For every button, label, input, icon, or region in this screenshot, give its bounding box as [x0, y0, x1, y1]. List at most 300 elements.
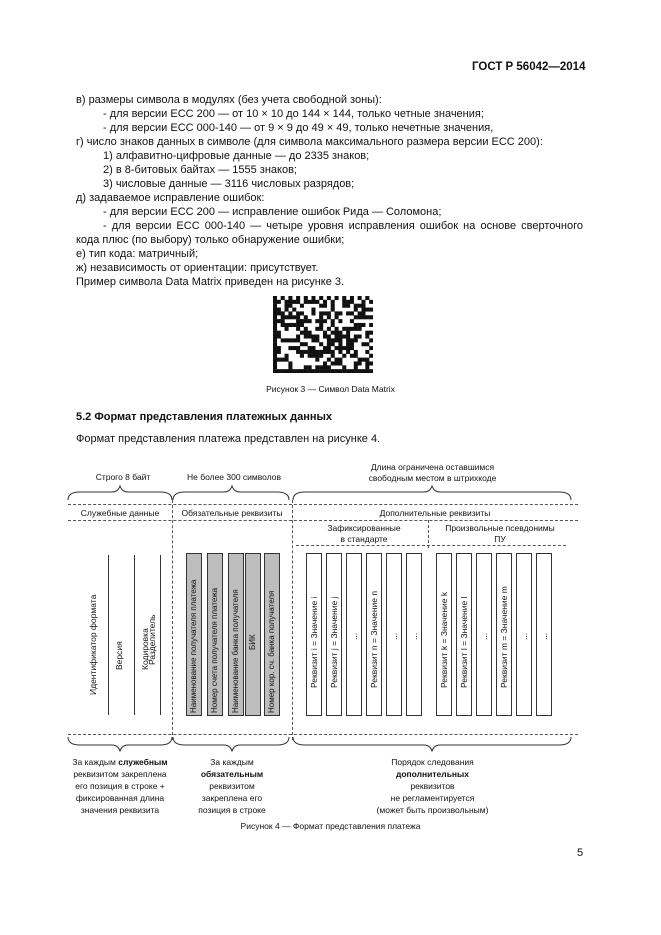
mandatory-field: Наименование получателя платежа — [189, 579, 198, 713]
matrix-module — [304, 300, 308, 304]
standard-field: Реквизит j = Значение j — [329, 596, 339, 688]
matrix-module — [342, 354, 346, 358]
matrix-module — [277, 358, 281, 362]
matrix-module — [365, 365, 369, 369]
matrix-module — [327, 315, 331, 319]
matrix-module — [365, 342, 369, 346]
matrix-module — [335, 338, 339, 342]
matrix-module — [346, 300, 350, 304]
matrix-module — [319, 296, 323, 300]
matrix-module — [338, 319, 342, 323]
matrix-module — [354, 335, 358, 339]
matrix-module — [277, 350, 281, 354]
group-service: Служебные данные — [80, 508, 160, 518]
matrix-module — [319, 323, 323, 327]
matrix-module — [273, 296, 277, 300]
matrix-module — [288, 323, 292, 327]
matrix-module — [327, 346, 331, 350]
custom-field: Реквизит k = Значение k — [439, 591, 449, 688]
matrix-module — [346, 342, 350, 346]
matrix-module — [323, 300, 327, 304]
matrix-module — [354, 304, 358, 308]
matrix-module — [323, 335, 327, 339]
matrix-module — [319, 327, 323, 331]
matrix-module — [296, 346, 300, 350]
matrix-module — [350, 327, 354, 331]
matrix-module — [342, 335, 346, 339]
matrix-module — [350, 346, 354, 350]
matrix-module — [300, 350, 304, 354]
matrix-module — [327, 311, 331, 315]
matrix-module — [304, 369, 308, 373]
divider — [172, 500, 173, 740]
matrix-module — [296, 311, 300, 315]
matrix-module — [288, 296, 292, 300]
matrix-module — [273, 358, 277, 362]
matrix-module — [319, 315, 323, 319]
matrix-module — [300, 369, 304, 373]
matrix-module — [361, 369, 365, 373]
fixed-length-label: Строго 8 байт — [95, 472, 151, 482]
list-item: - для версии ЕСС 200 — исправление ошибок Рида — Соломона; — [103, 206, 442, 218]
figure-4-caption: Рисунок 4 — Формат представления платежа — [240, 821, 421, 831]
matrix-module — [281, 311, 285, 315]
standard-field: Реквизит i = Значение i — [309, 596, 319, 688]
additional-note: Порядок следования дополнительных реквизитов не регламентируется (может быть произвольным) — [376, 757, 489, 815]
matrix-module — [369, 361, 373, 365]
matrix-module — [323, 369, 327, 373]
standard-field: ... — [349, 632, 359, 640]
matrix-module — [369, 300, 373, 304]
matrix-module — [361, 323, 365, 327]
matrix-module — [338, 311, 342, 315]
service-field: Идентификатор формата — [88, 594, 98, 695]
matrix-module — [323, 361, 327, 365]
matrix-module — [350, 354, 354, 358]
matrix-module — [311, 311, 315, 315]
matrix-module — [281, 319, 285, 323]
matrix-module — [308, 354, 312, 358]
matrix-module — [358, 335, 362, 339]
matrix-module — [342, 365, 346, 369]
matrix-module — [323, 365, 327, 369]
matrix-module — [331, 354, 335, 358]
matrix-module — [296, 300, 300, 304]
matrix-module — [277, 319, 281, 323]
matrix-module — [331, 369, 335, 373]
matrix-module — [311, 346, 315, 350]
matrix-module — [273, 342, 277, 346]
standard-field: Реквизит n = Значение n — [369, 590, 379, 688]
matrix-module — [319, 365, 323, 369]
matrix-module — [296, 369, 300, 373]
service-field: Версия — [114, 641, 124, 670]
matrix-module — [300, 304, 304, 308]
matrix-module — [331, 338, 335, 342]
length-limit-label-1: Длина ограничена оставшимся — [370, 462, 495, 472]
matrix-module — [308, 365, 312, 369]
matrix-module — [273, 361, 277, 365]
matrix-module — [323, 331, 327, 335]
service-field: Разделитель — [147, 614, 157, 665]
matrix-module — [308, 300, 312, 304]
matrix-module — [273, 338, 277, 342]
matrix-module — [277, 300, 281, 304]
matrix-module — [296, 350, 300, 354]
list-item: в) размеры символа в модулях (без учета свободной зоны): — [76, 94, 382, 106]
group-custom-1: Произвольные псевдонимы — [445, 523, 555, 533]
matrix-module — [342, 327, 346, 331]
matrix-module — [273, 311, 277, 315]
matrix-module — [273, 350, 277, 354]
matrix-module — [350, 342, 354, 346]
matrix-module — [338, 358, 342, 362]
matrix-module — [338, 335, 342, 339]
matrix-module — [288, 338, 292, 342]
matrix-module — [288, 346, 292, 350]
matrix-module — [365, 350, 369, 354]
matrix-module — [346, 304, 350, 308]
matrix-module — [315, 335, 319, 339]
matrix-module — [361, 342, 365, 346]
matrix-module — [304, 365, 308, 369]
matrix-module — [288, 361, 292, 365]
matrix-module — [331, 350, 335, 354]
matrix-module — [308, 335, 312, 339]
matrix-module — [311, 350, 315, 354]
matrix-module — [285, 354, 289, 358]
matrix-module — [338, 338, 342, 342]
matrix-module — [311, 338, 315, 342]
matrix-module — [346, 350, 350, 354]
divider — [68, 520, 578, 521]
matrix-module — [335, 361, 339, 365]
matrix-module — [300, 319, 304, 323]
length-limit-label-2: свободным местом в штрихкоде — [368, 473, 497, 483]
divider — [292, 500, 293, 740]
matrix-module — [288, 365, 292, 369]
matrix-module — [338, 350, 342, 354]
matrix-module — [335, 331, 339, 335]
group-custom-2: ПУ — [494, 534, 506, 544]
matrix-module — [331, 308, 335, 312]
matrix-module — [365, 331, 369, 335]
mandatory-note: За каждым обязательным реквизитом закреплена его позиция в строке — [198, 757, 266, 815]
matrix-module — [338, 346, 342, 350]
matrix-module — [358, 323, 362, 327]
matrix-module — [315, 354, 319, 358]
matrix-module — [365, 315, 369, 319]
section-intro: Формат представления платежа представлен на рисунке 4. — [76, 433, 381, 445]
matrix-module — [285, 358, 289, 362]
matrix-module — [300, 311, 304, 315]
matrix-module — [369, 338, 373, 342]
matrix-module — [327, 365, 331, 369]
matrix-module — [350, 311, 354, 315]
matrix-module — [308, 331, 312, 335]
matrix-module — [354, 338, 358, 342]
matrix-module — [369, 323, 373, 327]
matrix-module — [365, 308, 369, 312]
matrix-module — [288, 369, 292, 373]
matrix-module — [281, 323, 285, 327]
matrix-module — [354, 315, 358, 319]
list-item: - для версии ЕСС 000-140 — от 9 × 9 до 49 × 49, только нечетные значения, — [103, 122, 494, 134]
matrix-module — [358, 361, 362, 365]
matrix-module — [315, 300, 319, 304]
matrix-module — [288, 304, 292, 308]
matrix-module — [331, 319, 335, 323]
matrix-module — [277, 346, 281, 350]
matrix-module — [311, 300, 315, 304]
group-mandatory: Обязательные реквизиты — [181, 508, 283, 518]
matrix-module — [319, 350, 323, 354]
matrix-module — [319, 319, 323, 323]
matrix-module — [319, 304, 323, 308]
matrix-module — [327, 350, 331, 354]
matrix-module — [350, 296, 354, 300]
matrix-module — [354, 365, 358, 369]
matrix-module — [292, 315, 296, 319]
matrix-module — [277, 369, 281, 373]
group-standard-2: в стандарте — [340, 534, 388, 544]
matrix-module — [365, 335, 369, 339]
group-standard-1: Зафиксированные — [327, 523, 401, 533]
matrix-module — [346, 338, 350, 342]
matrix-module — [354, 327, 358, 331]
matrix-module — [354, 350, 358, 354]
matrix-module — [327, 358, 331, 362]
matrix-module — [354, 369, 358, 373]
matrix-module — [285, 323, 289, 327]
matrix-module — [361, 311, 365, 315]
matrix-module — [273, 304, 277, 308]
matrix-module — [277, 311, 281, 315]
matrix-module — [354, 308, 358, 312]
matrix-module — [311, 335, 315, 339]
bottom-braces — [60, 734, 580, 754]
matrix-module — [331, 361, 335, 365]
mandatory-field: Номер счета получателя платежа — [210, 587, 219, 713]
matrix-module — [369, 331, 373, 335]
standard-field: ... — [389, 632, 399, 640]
matrix-module — [350, 319, 354, 323]
matrix-module — [327, 342, 331, 346]
matrix-module — [358, 304, 362, 308]
matrix-module — [361, 300, 365, 304]
matrix-module — [315, 319, 319, 323]
matrix-module — [350, 338, 354, 342]
matrix-module — [300, 342, 304, 346]
matrix-module — [304, 342, 308, 346]
matrix-module — [346, 335, 350, 339]
matrix-module — [346, 346, 350, 350]
matrix-module — [304, 335, 308, 339]
list-item: - для версии ЕСС 000-140 — четыре уровня исправления ошибок на основе сверточного — [103, 220, 583, 232]
matrix-module — [342, 300, 346, 304]
matrix-module — [361, 308, 365, 312]
matrix-module — [323, 311, 327, 315]
matrix-module — [327, 335, 331, 339]
matrix-module — [327, 338, 331, 342]
matrix-module — [358, 358, 362, 362]
matrix-module — [292, 369, 296, 373]
matrix-module — [331, 331, 335, 335]
matrix-module — [335, 346, 339, 350]
matrix-module — [296, 335, 300, 339]
matrix-module — [304, 319, 308, 323]
matrix-module — [285, 308, 289, 312]
matrix-module — [292, 346, 296, 350]
matrix-module — [365, 369, 369, 373]
section-title: 5.2 Формат представления платежных данных — [76, 411, 333, 423]
matrix-module — [358, 327, 362, 331]
mandatory-field: Наименование банка получателя — [231, 589, 240, 713]
matrix-module — [285, 304, 289, 308]
matrix-module — [304, 296, 308, 300]
mandatory-field: БИК — [248, 634, 257, 650]
matrix-module — [315, 369, 319, 373]
matrix-module — [335, 335, 339, 339]
matrix-module — [361, 304, 365, 308]
matrix-module — [281, 296, 285, 300]
matrix-module — [273, 315, 277, 319]
divider — [296, 545, 566, 546]
matrix-module — [296, 327, 300, 331]
matrix-module — [323, 350, 327, 354]
matrix-module — [331, 304, 335, 308]
service-note: За каждым служебным реквизитом закреплена его позиция в строке + фиксированная длина значения реквизита — [72, 757, 168, 815]
matrix-module — [311, 354, 315, 358]
matrix-module — [304, 350, 308, 354]
matrix-module — [315, 327, 319, 331]
list-item: е) тип кода: матричный; — [76, 248, 199, 260]
matrix-module — [319, 369, 323, 373]
matrix-module — [335, 296, 339, 300]
matrix-module — [335, 315, 339, 319]
matrix-module — [273, 319, 277, 323]
list-item: кода плюс (по выбору) только обнаружение ошибки; — [76, 234, 345, 246]
matrix-module — [319, 311, 323, 315]
matrix-module — [273, 323, 277, 327]
custom-field: ... — [479, 632, 489, 640]
matrix-module — [342, 296, 346, 300]
matrix-module — [319, 342, 323, 346]
matrix-module — [365, 296, 369, 300]
figure-3-caption: Рисунок 3 — Символ Data Matrix — [266, 384, 395, 394]
matrix-module — [308, 369, 312, 373]
matrix-module — [285, 327, 289, 331]
custom-field: ... — [519, 632, 529, 640]
matrix-module — [342, 304, 346, 308]
matrix-module — [300, 331, 304, 335]
divider — [428, 520, 429, 548]
matrix-module — [292, 323, 296, 327]
matrix-module — [361, 358, 365, 362]
matrix-module — [346, 331, 350, 335]
matrix-module — [273, 308, 277, 312]
mandatory-field: Номер кор. сч. банка получателя — [267, 590, 276, 713]
matrix-module — [323, 346, 327, 350]
matrix-module — [304, 327, 308, 331]
matrix-module — [331, 323, 335, 327]
matrix-module — [323, 304, 327, 308]
list-item: Пример символа Data Matrix приведен на рисунке 3. — [76, 276, 345, 288]
matrix-module — [311, 308, 315, 312]
matrix-module — [315, 338, 319, 342]
matrix-module — [285, 369, 289, 373]
matrix-module — [273, 369, 277, 373]
matrix-module — [277, 335, 281, 339]
custom-field: Реквизит l = Значение l — [459, 596, 469, 688]
matrix-module — [304, 315, 308, 319]
matrix-module — [288, 315, 292, 319]
matrix-module — [342, 346, 346, 350]
matrix-module — [327, 327, 331, 331]
matrix-module — [361, 315, 365, 319]
matrix-module — [281, 338, 285, 342]
matrix-module — [327, 296, 331, 300]
list-item: 1) алфавитно-цифровые данные — до 2335 знаков; — [103, 150, 370, 162]
matrix-module — [292, 338, 296, 342]
matrix-module — [292, 300, 296, 304]
group-additional: Дополнительные реквизиты — [379, 508, 491, 518]
matrix-module — [338, 342, 342, 346]
list-item: - для версии ЕСС 200 — от 10 × 10 до 144 × 144, только четные значения; — [103, 108, 484, 120]
matrix-module — [288, 300, 292, 304]
matrix-module — [346, 327, 350, 331]
matrix-module — [338, 369, 342, 373]
matrix-module — [358, 311, 362, 315]
matrix-module — [308, 350, 312, 354]
matrix-module — [358, 296, 362, 300]
matrix-module — [319, 354, 323, 358]
matrix-module — [296, 315, 300, 319]
matrix-module — [350, 300, 354, 304]
matrix-module — [346, 369, 350, 373]
matrix-module — [273, 327, 277, 331]
matrix-module — [281, 315, 285, 319]
limit-300-label: Не более 300 символов — [186, 472, 282, 482]
matrix-module — [311, 296, 315, 300]
standard-field: ... — [409, 632, 419, 640]
matrix-module — [369, 308, 373, 312]
matrix-module — [281, 369, 285, 373]
matrix-module — [327, 369, 331, 373]
matrix-module — [354, 323, 358, 327]
matrix-module — [369, 354, 373, 358]
list-item: 3) числовые данные — 3116 числовых разрядов; — [103, 178, 355, 190]
matrix-module — [273, 365, 277, 369]
matrix-module — [335, 369, 339, 373]
divider — [68, 504, 578, 505]
matrix-module — [369, 315, 373, 319]
matrix-module — [273, 335, 277, 339]
matrix-module — [311, 369, 315, 373]
matrix-module — [281, 358, 285, 362]
matrix-module — [273, 354, 277, 358]
matrix-module — [335, 311, 339, 315]
matrix-module — [338, 331, 342, 335]
matrix-module — [300, 323, 304, 327]
matrix-module — [323, 319, 327, 323]
data-matrix-symbol — [273, 296, 373, 373]
matrix-module — [354, 361, 358, 365]
custom-field: ... — [539, 632, 549, 640]
matrix-module — [273, 331, 277, 335]
matrix-module — [335, 358, 339, 362]
page-number: 5 — [577, 847, 584, 859]
